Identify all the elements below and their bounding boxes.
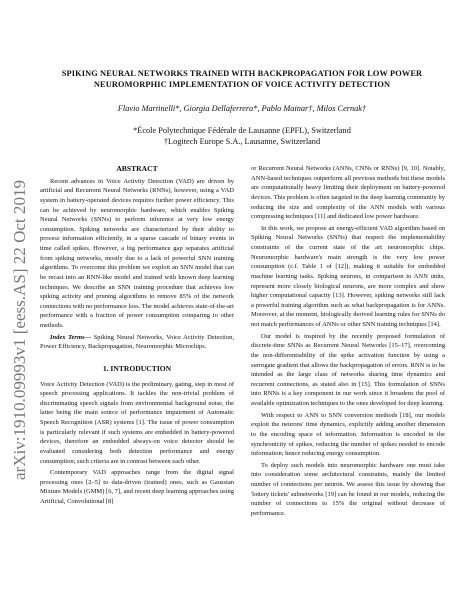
abstract-heading: ABSTRACT — [116, 164, 158, 173]
introduction-heading: 1. INTRODUCTION — [102, 363, 172, 373]
body-paragraph-2: In this work, we propose an energy-efficient VAD algorithm based on Spiking Neural Networks (SNNs) that respect the implementability constraints of the current state of the art neuromorphic chips. Neuromorphic hardware's main strength is the very low power consumption (c.f. Table 1 of [12]), making it suitable for embedded machine learning tasks. Spiking neurons, in comparison to ANN units, represent more closely biological neurons, are more complex and show higher computational capacity [13]. However, spiking networks still lack a powerful training algorithm such as what backpropagation is for ANNs. Moreover, at the moment, biologically derived learning rules for SNNs do not match performances of ANNs or other SNN training techniques [14]. — [251, 224, 445, 328]
paper-title — [40, 68, 444, 90]
title-line-1: SPIKING NEURAL NETWORKS TRAINED WITH BACKPROPAGATION FOR LOW POWER — [61, 69, 423, 78]
index-terms-label: Index Terms— — [50, 333, 92, 341]
title-line-2: NEUROMORPHIC IMPLEMENTATION OF VOICE ACTIVITY DETECTION — [93, 80, 391, 89]
body-paragraph-5: To deploy such models into neuromorphic hardware one must take into consideration some architectural constraints, mainly the limited number of connections per neuron. We assess this issue by showing that 'lottery tickets' subnetworks [19] can be found in our models, reducing the number of connections to 15% the original without decrease of performance. — [251, 461, 445, 517]
arxiv-identifier-text: arXiv:1910.09993v1 [eess.AS] 22 Oct 2019 — [10, 189, 29, 480]
affiliation-2: †Logitech Europe S.A., Lausanne, Switzerland — [163, 136, 321, 146]
right-column — [251, 164, 445, 521]
abstract-text: Recent advances in Voice Activity Detection (VAD) are driven by artificial and Recurrent Neural Networks (RNNs), however, using a VAD system in battery-operated devices requires further power efficiency. This can be achieved by neuromorphic hardware, which enables Spiking Neural Networks (SNNs) to perform inference at very low energy consumption. Spiking networks are characterized by their ability to process information efficiently, in a sparse cascade of binary events in time called spikes. However, a big performance gap separates artificial from spiking networks, mostly due to a lack of powerful SNN training algorithms. To overcome this problem we exploit an SNN model that can be recast into an RNN-like model and trained with known deep learning techniques. We describe an SNN training procedure that achieves low spiking activity and pruning algorithms to remove 85% of the network connections with no performance loss. The model achieves state-of-the-art performance with a fraction of power consumption comparing to other methods. — [40, 177, 234, 329]
left-column — [40, 164, 234, 509]
author-list: Flavio Martinelli*, Giorgia Dellaferrera*, Pablo Mainar†, Milos Cernak† — [117, 104, 367, 113]
intro-paragraph-1: Voice Activity Detection (VAD) is the preliminary, gating, step in most of speech processing applications. It tackles the non-trivial problem of discriminating speech signals from environmental background noise, the latter being the main source of performance impairment of Automatic Speech Recognition (ASR) systems [1]. The issue of power consumption is particularly relevant if such systems are embedded in battery-powered devices, therefore an embedded always-on voice detector should be evaluated considering both detection performance and energy consumption; such criteria are in contrast between each other. — [40, 380, 234, 465]
affiliations — [40, 126, 444, 147]
intro-paragraph-2: Contemporary VAD approaches range from the digital signal processing ones [2–5] to data-driven (trained) ones, such as Gaussian Mixture Models (GMM) [6, 7], and recent deep learning approaches using Artificial, Convolutional [8] — [40, 469, 234, 505]
arxiv-identifier-stamp — [6, 180, 32, 480]
index-terms-text: Spiking Neural Networks, Voice Activity Detection, Power Efficiency, Backpropagation, Neuromorphic Microchips. — [40, 333, 234, 351]
body-paragraph-1: or Recurrent Neural Networks (ANNs, CNNs or RNNs) [9, 10]. Notably, ANN-based techniques outperform all previous methods but these models are computationally heavy limiting their deployment on battery-powered devices. This problem is often targeted in the deep learning community by reducing the size and complexity of the ANN models with various compressing techniques [11] and dedicated low power hardware. — [251, 165, 445, 221]
affiliation-1: *École Polytechnique Fédérale de Lausanne (EPFL), Switzerland — [133, 126, 351, 135]
body-paragraph-4: With respect to ANN to SNN conversion methods [18], our models exploit the neurons' time dynamics, explicitly adding another dimension to the encoding space of information. Information is encoded in the synchronicity of spikes, reducing the number of spikes needed to encode information; hence reducing energy consumption. — [251, 411, 445, 458]
body-paragraph-3: Our model is inspired by the recently proposed formulation of discrete-time SNNs as Recurrent Neural Networks [15–17], overcoming the non-differentiability of the spike activation function by using a surrogate gradient that allows the backpropagation of errors. RNN is to be intended as the large class of networks sharing time dynamics and recurrent connections, as stated also in [15]. This formulation of SNNs into RNNs is a key component in our work since it broadens the pool of available optimization techniques to the ones developed for deep learning. — [251, 332, 445, 407]
index-terms — [40, 333, 234, 352]
